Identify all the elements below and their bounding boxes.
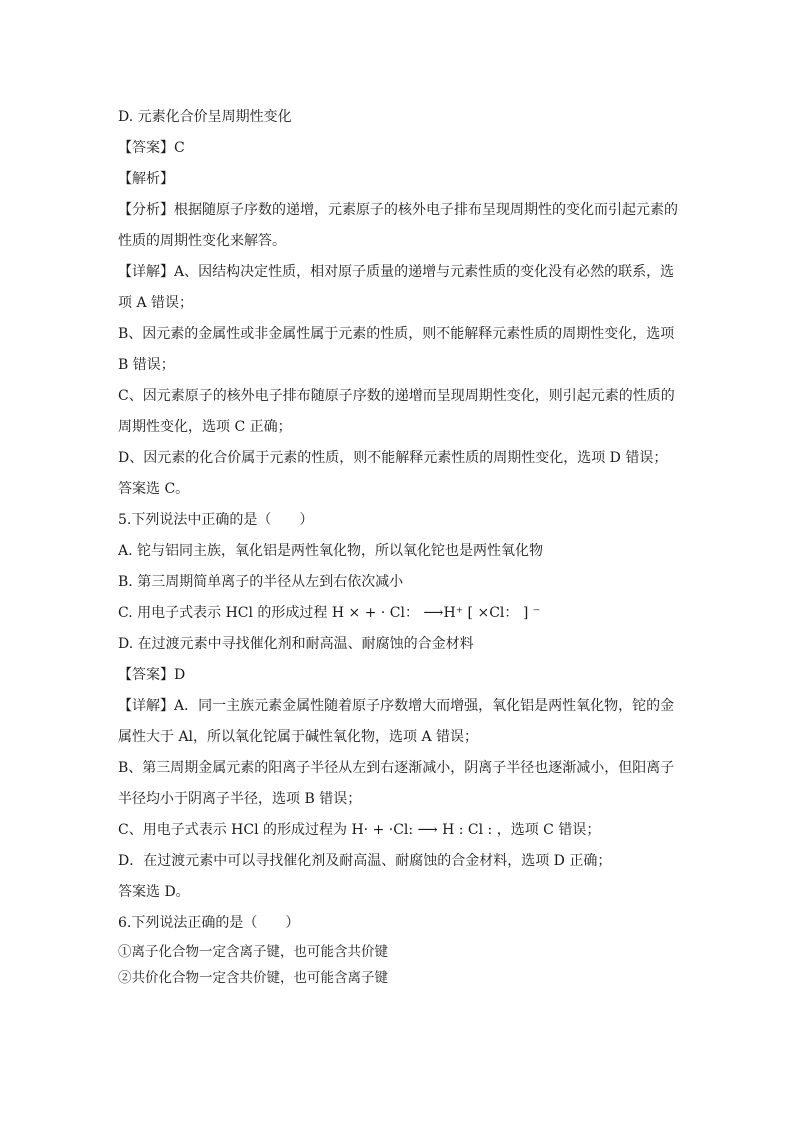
q4-analysis-heading: 【解析】 <box>118 171 174 187</box>
q4-analysis-line-1: 【分析】根据随原子序数的递增，元素原子的核外电子排布呈现周期性的变化而引起元素的 <box>118 202 678 218</box>
q4-conclusion: 答案选 C。 <box>118 481 190 497</box>
q5-detail-a-line-1: 【详解】A．同一主族元素金属性随着原子序数增大而增强，氧化铝是两性氧化物，铊的金 <box>118 698 675 714</box>
q6-item-2: ②共价化合物一定含共价键，也可能含离子键 <box>118 970 388 986</box>
q4-answer: 【答案】C <box>118 140 185 156</box>
q4-detail-c-line-2: 周期性变化，选项 C 正确； <box>118 419 292 435</box>
q4-detail-d: D、因元素的化合价属于元素的性质，则不能解释元素性质的周期性变化，选项 D 错误； <box>118 450 668 466</box>
q5-detail-b-line-1: B、第三周期金属元素的阳离子半径从左到右逐渐减小，阴离子半径也逐渐减小，但阳离子 <box>118 760 675 776</box>
q5-stem: 5.下列说法中正确的是（ ） <box>118 512 314 528</box>
q5-conclusion: 答案选 D。 <box>118 884 190 900</box>
q5-option-a: A. 铊与铝同主族，氧化铝是两性氧化物，所以氧化铊也是两性氧化物 <box>118 543 544 559</box>
q5-detail-c <box>118 815 678 846</box>
q6-item-1: ①离子化合物一定含离子键，也可能含共价键 <box>118 944 388 960</box>
document-page <box>118 102 678 991</box>
q5-detail-c-text: C、用电子式表示 HCl 的形成过程为 <box>118 822 348 838</box>
q4-analysis-line-2: 性质的周期性变化来解答。 <box>118 233 286 249</box>
q4-option-d: D. 元素化合价呈周期性变化 <box>118 109 292 125</box>
q5-option-c-equation: H × + · Cl： ⟶H⁺ [ ×Cl： ] ⁻ <box>331 605 541 621</box>
q6-stem: 6.下列说法正确的是（ ） <box>118 915 300 931</box>
q4-detail-b-line-1: B、因元素的金属性或非金属性属于元素的性质，则不能解释元素性质的周期性变化，选项 <box>118 326 675 342</box>
q5-detail-b-line-2: 半径均小于阴离子半径，选项 B 错误； <box>118 791 362 807</box>
q4-detail-a-line-1: 【详解】A、因结构决定性质，相对原子质量的递增与元素性质的变化没有必然的联系，选 <box>118 264 675 280</box>
q5-detail-d: D．在过渡元素中可以寻找催化剂及耐高温、耐腐蚀的合金材料，选项 D 正确； <box>118 853 612 869</box>
q5-option-b: B. 第三周期简单离子的半径从左到右依次减小 <box>118 574 404 590</box>
q5-detail-c-tail: ，选项 C 错误； <box>496 822 601 838</box>
q5-detail-a-line-2: 属性大于 Al，所以氧化铊属于碱性氧化物，选项 A 错误； <box>118 729 479 745</box>
q4-detail-a-line-2: 项 A 错误； <box>118 295 194 311</box>
q5-option-d: D. 在过渡元素中寻找催化剂和耐高温、耐腐蚀的合金材料 <box>118 636 474 652</box>
q5-option-c-text: C. 用电子式表示 HCl 的形成过程 <box>118 605 328 621</box>
q4-detail-c-line-1: C、因元素原子的核外电子排布随原子序数的递增而呈现周期性变化，则引起元素的性质的 <box>118 388 675 404</box>
q4-detail-b-line-2: B 错误； <box>118 357 175 373</box>
q5-option-c <box>118 598 678 629</box>
q5-detail-c-equation: H· + ·Cl: ⟶ H : Cl : <box>351 822 493 838</box>
q5-answer: 【答案】D <box>118 667 186 683</box>
